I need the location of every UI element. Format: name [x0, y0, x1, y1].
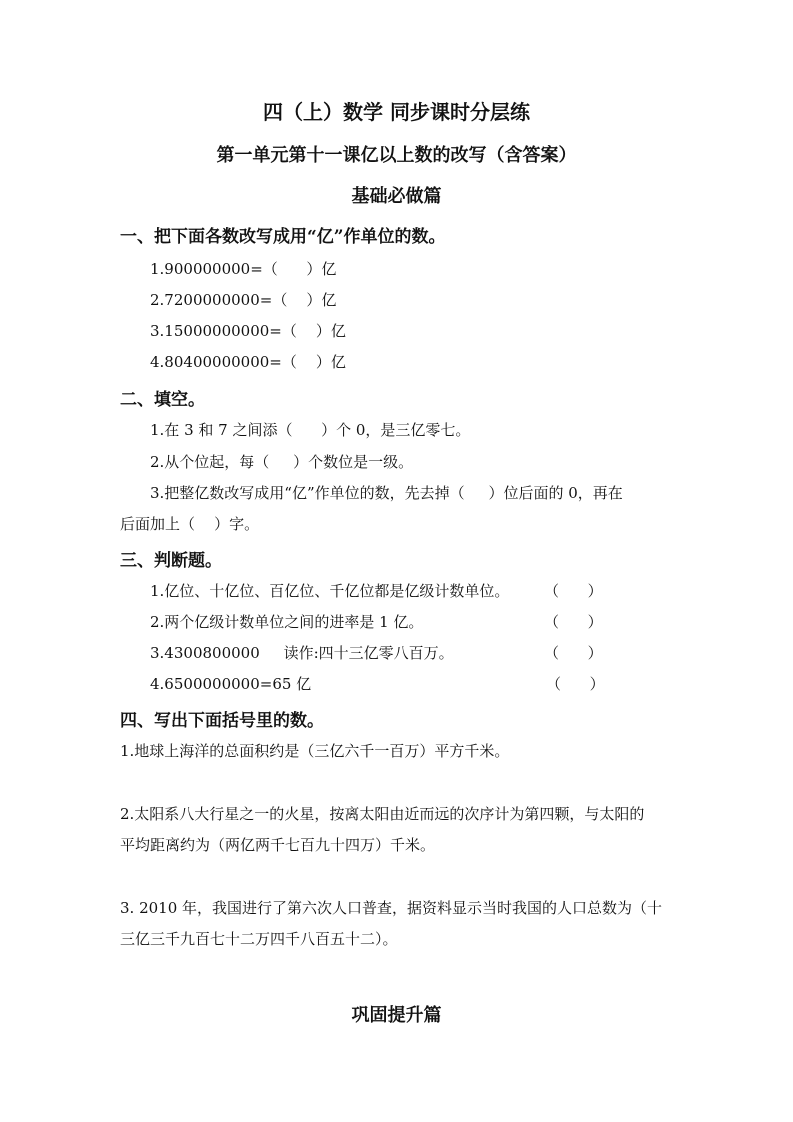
section4-item-3: 3. 2010 年，我国进行了第六次人口普查，据资料显示当时我国的人口总数为（十 [120, 899, 663, 917]
lesson-title: 第一单元第十一课亿以上数的改写（含答案） [216, 145, 577, 166]
section3-item-3: 3.4300800000 读作:四十三亿零八百万。 [150, 644, 454, 662]
section1-item-4: 4.80400000000=（ ）亿 [150, 353, 346, 371]
section2-item-2: 2.从个位起，每（ ）个数位是一级。 [150, 453, 414, 471]
section2-heading: 二、填空。 [120, 390, 205, 410]
section2-item-3: 3.把整亿数改写成用“亿”作单位的数，先去掉（ ）位后面的 0，再在 [150, 484, 623, 502]
section1-item-1: 1.900000000=（ ）亿 [150, 260, 337, 278]
section4-item-3-cont: 三亿三千九百七十二万四千八百五十二）。 [120, 930, 398, 948]
section3-paren-4: （ ） [546, 675, 605, 693]
section2-item-3-cont: 后面加上（ ）字。 [120, 515, 260, 533]
section3-heading: 三、判断题。 [120, 551, 222, 571]
page-title: 四（上）数学 同步课时分层练 [263, 100, 530, 124]
advanced-part-heading: 巩固提升篇 [351, 1005, 442, 1026]
section3-item-2: 2.两个亿级计数单位之间的进率是 1 亿。 [150, 613, 424, 631]
section1-item-2: 2.7200000000=（ ）亿 [150, 291, 337, 309]
section3-paren-1: （ ） [544, 582, 603, 600]
section4-heading: 四、写出下面括号里的数。 [120, 711, 324, 731]
section1-heading: 一、把下面各数改写成用“亿”作单位的数。 [120, 227, 446, 247]
section4-item-1: 1.地球上海洋的总面积约是（三亿六千一百万）平方千米。 [120, 742, 510, 760]
section2-item-1: 1.在 3 和 7 之间添（ ）个 0，是三亿零七。 [150, 421, 471, 439]
section4-item-2-cont: 平均距离约为（两亿两千七百九十四万）千米。 [120, 836, 436, 854]
section3-item-4: 4.6500000000=65 亿 [150, 675, 312, 693]
section1-item-3: 3.15000000000=（ ）亿 [150, 322, 346, 340]
basic-part-heading: 基础必做篇 [351, 186, 442, 207]
section4-item-2: 2.太阳系八大行星之一的火星，按离太阳由近而远的次序计为第四颗，与太阳的 [120, 805, 645, 823]
section3-paren-2: （ ） [544, 613, 603, 631]
section3-item-1: 1.亿位、十亿位、百亿位、千亿位都是亿级计数单位。 [150, 582, 510, 600]
section3-paren-3: （ ） [544, 644, 603, 662]
